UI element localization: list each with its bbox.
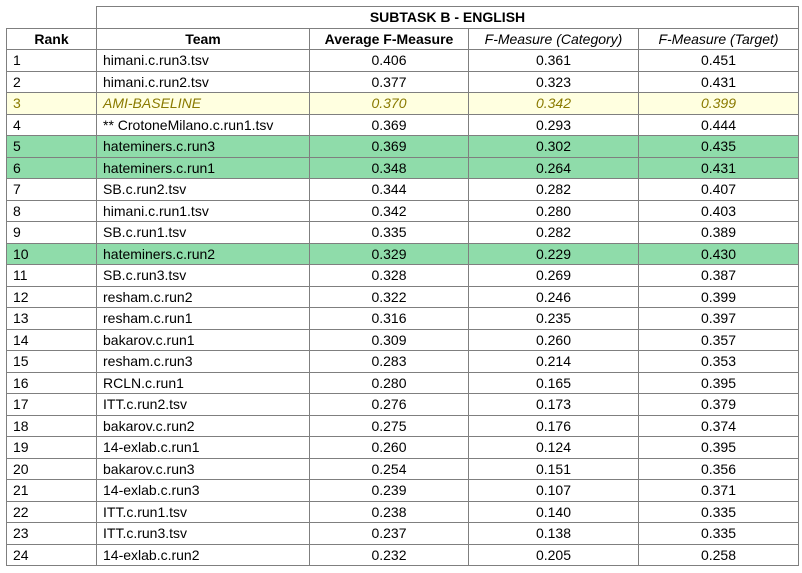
average-f-measure-cell: 0.348 xyxy=(310,157,469,179)
table-row xyxy=(7,243,799,265)
f-measure-target-cell: 0.407 xyxy=(639,179,799,201)
table-row xyxy=(7,372,799,394)
f-measure-category-cell: 0.173 xyxy=(469,394,639,416)
rank-cell: 3 xyxy=(7,93,97,115)
header-rank: Rank xyxy=(7,28,97,50)
f-measure-target-cell: 0.335 xyxy=(639,523,799,545)
average-f-measure-cell: 0.406 xyxy=(310,50,469,72)
table-row xyxy=(7,50,799,72)
f-measure-category-cell: 0.361 xyxy=(469,50,639,72)
title-row xyxy=(7,7,799,29)
table-title: SUBTASK B - ENGLISH xyxy=(97,7,799,29)
average-f-measure-cell: 0.260 xyxy=(310,437,469,459)
team-cell: RCLN.c.run1 xyxy=(97,372,310,394)
f-measure-target-cell: 0.387 xyxy=(639,265,799,287)
team-cell: SB.c.run2.tsv xyxy=(97,179,310,201)
header-f-measure-target: F-Measure (Target) xyxy=(639,28,799,50)
f-measure-target-cell: 0.403 xyxy=(639,200,799,222)
rank-cell: 24 xyxy=(7,544,97,566)
f-measure-target-cell: 0.258 xyxy=(639,544,799,566)
f-measure-category-cell: 0.151 xyxy=(469,458,639,480)
f-measure-target-cell: 0.444 xyxy=(639,114,799,136)
average-f-measure-cell: 0.316 xyxy=(310,308,469,330)
table-row xyxy=(7,179,799,201)
average-f-measure-cell: 0.328 xyxy=(310,265,469,287)
f-measure-category-cell: 0.165 xyxy=(469,372,639,394)
rank-cell: 15 xyxy=(7,351,97,373)
f-measure-category-cell: 0.260 xyxy=(469,329,639,351)
team-cell: 14-exlab.c.run1 xyxy=(97,437,310,459)
f-measure-target-cell: 0.379 xyxy=(639,394,799,416)
f-measure-category-cell: 0.176 xyxy=(469,415,639,437)
team-cell: himani.c.run1.tsv xyxy=(97,200,310,222)
f-measure-category-cell: 0.282 xyxy=(469,222,639,244)
rank-cell: 12 xyxy=(7,286,97,308)
average-f-measure-cell: 0.232 xyxy=(310,544,469,566)
rank-cell: 9 xyxy=(7,222,97,244)
average-f-measure-cell: 0.280 xyxy=(310,372,469,394)
team-cell: hateminers.c.run1 xyxy=(97,157,310,179)
rank-cell: 17 xyxy=(7,394,97,416)
team-cell: hateminers.c.run3 xyxy=(97,136,310,158)
team-cell: resham.c.run1 xyxy=(97,308,310,330)
rank-cell: 14 xyxy=(7,329,97,351)
f-measure-target-cell: 0.335 xyxy=(639,501,799,523)
average-f-measure-cell: 0.309 xyxy=(310,329,469,351)
f-measure-category-cell: 0.229 xyxy=(469,243,639,265)
average-f-measure-cell: 0.283 xyxy=(310,351,469,373)
team-cell: 14-exlab.c.run2 xyxy=(97,544,310,566)
header-average-f-measure: Average F-Measure xyxy=(310,28,469,50)
average-f-measure-cell: 0.370 xyxy=(310,93,469,115)
table-row xyxy=(7,114,799,136)
team-cell: bakarov.c.run3 xyxy=(97,458,310,480)
table-row xyxy=(7,329,799,351)
table-row xyxy=(7,93,799,115)
average-f-measure-cell: 0.239 xyxy=(310,480,469,502)
team-cell: 14-exlab.c.run3 xyxy=(97,480,310,502)
team-cell: bakarov.c.run1 xyxy=(97,329,310,351)
rank-cell: 22 xyxy=(7,501,97,523)
f-measure-category-cell: 0.205 xyxy=(469,544,639,566)
table-row xyxy=(7,544,799,566)
table-row xyxy=(7,265,799,287)
average-f-measure-cell: 0.238 xyxy=(310,501,469,523)
f-measure-category-cell: 0.342 xyxy=(469,93,639,115)
average-f-measure-cell: 0.322 xyxy=(310,286,469,308)
table-body xyxy=(7,50,799,566)
f-measure-category-cell: 0.282 xyxy=(469,179,639,201)
results-table xyxy=(6,6,799,566)
f-measure-target-cell: 0.431 xyxy=(639,71,799,93)
table-row xyxy=(7,458,799,480)
average-f-measure-cell: 0.342 xyxy=(310,200,469,222)
rank-cell: 6 xyxy=(7,157,97,179)
table-row xyxy=(7,351,799,373)
average-f-measure-cell: 0.377 xyxy=(310,71,469,93)
team-cell: SB.c.run3.tsv xyxy=(97,265,310,287)
f-measure-category-cell: 0.138 xyxy=(469,523,639,545)
rank-cell: 13 xyxy=(7,308,97,330)
table-row xyxy=(7,394,799,416)
f-measure-target-cell: 0.430 xyxy=(639,243,799,265)
team-cell: AMI-BASELINE xyxy=(97,93,310,115)
rank-cell: 8 xyxy=(7,200,97,222)
f-measure-target-cell: 0.397 xyxy=(639,308,799,330)
average-f-measure-cell: 0.276 xyxy=(310,394,469,416)
rank-cell: 21 xyxy=(7,480,97,502)
f-measure-target-cell: 0.374 xyxy=(639,415,799,437)
table-row xyxy=(7,437,799,459)
team-cell: bakarov.c.run2 xyxy=(97,415,310,437)
team-cell: ITT.c.run2.tsv xyxy=(97,394,310,416)
average-f-measure-cell: 0.369 xyxy=(310,136,469,158)
table-row xyxy=(7,523,799,545)
f-measure-target-cell: 0.395 xyxy=(639,372,799,394)
average-f-measure-cell: 0.329 xyxy=(310,243,469,265)
table-row xyxy=(7,200,799,222)
f-measure-category-cell: 0.302 xyxy=(469,136,639,158)
f-measure-target-cell: 0.371 xyxy=(639,480,799,502)
f-measure-target-cell: 0.435 xyxy=(639,136,799,158)
team-cell: resham.c.run2 xyxy=(97,286,310,308)
rank-cell: 20 xyxy=(7,458,97,480)
f-measure-target-cell: 0.389 xyxy=(639,222,799,244)
rank-cell: 19 xyxy=(7,437,97,459)
f-measure-category-cell: 0.293 xyxy=(469,114,639,136)
f-measure-category-cell: 0.323 xyxy=(469,71,639,93)
average-f-measure-cell: 0.275 xyxy=(310,415,469,437)
f-measure-target-cell: 0.431 xyxy=(639,157,799,179)
rank-cell: 18 xyxy=(7,415,97,437)
blank-corner xyxy=(7,7,97,29)
table-row xyxy=(7,501,799,523)
rank-cell: 10 xyxy=(7,243,97,265)
team-cell: ** CrotoneMilano.c.run1.tsv xyxy=(97,114,310,136)
average-f-measure-cell: 0.254 xyxy=(310,458,469,480)
f-measure-category-cell: 0.235 xyxy=(469,308,639,330)
rank-cell: 11 xyxy=(7,265,97,287)
table-row xyxy=(7,136,799,158)
rank-cell: 1 xyxy=(7,50,97,72)
rank-cell: 23 xyxy=(7,523,97,545)
team-cell: hateminers.c.run2 xyxy=(97,243,310,265)
rank-cell: 7 xyxy=(7,179,97,201)
average-f-measure-cell: 0.237 xyxy=(310,523,469,545)
team-cell: ITT.c.run3.tsv xyxy=(97,523,310,545)
f-measure-target-cell: 0.395 xyxy=(639,437,799,459)
f-measure-category-cell: 0.264 xyxy=(469,157,639,179)
header-row xyxy=(7,28,799,50)
table-row xyxy=(7,415,799,437)
f-measure-category-cell: 0.140 xyxy=(469,501,639,523)
f-measure-category-cell: 0.214 xyxy=(469,351,639,373)
team-cell: resham.c.run3 xyxy=(97,351,310,373)
team-cell: himani.c.run3.tsv xyxy=(97,50,310,72)
f-measure-target-cell: 0.399 xyxy=(639,286,799,308)
average-f-measure-cell: 0.335 xyxy=(310,222,469,244)
f-measure-target-cell: 0.399 xyxy=(639,93,799,115)
table-row xyxy=(7,222,799,244)
rank-cell: 2 xyxy=(7,71,97,93)
team-cell: himani.c.run2.tsv xyxy=(97,71,310,93)
f-measure-target-cell: 0.357 xyxy=(639,329,799,351)
f-measure-target-cell: 0.451 xyxy=(639,50,799,72)
table-row xyxy=(7,71,799,93)
header-f-measure-category: F-Measure (Category) xyxy=(469,28,639,50)
table-row xyxy=(7,157,799,179)
f-measure-category-cell: 0.107 xyxy=(469,480,639,502)
f-measure-target-cell: 0.356 xyxy=(639,458,799,480)
table-row xyxy=(7,480,799,502)
average-f-measure-cell: 0.369 xyxy=(310,114,469,136)
rank-cell: 4 xyxy=(7,114,97,136)
table-row xyxy=(7,286,799,308)
header-team: Team xyxy=(97,28,310,50)
average-f-measure-cell: 0.344 xyxy=(310,179,469,201)
f-measure-target-cell: 0.353 xyxy=(639,351,799,373)
table-row xyxy=(7,308,799,330)
team-cell: SB.c.run1.tsv xyxy=(97,222,310,244)
rank-cell: 16 xyxy=(7,372,97,394)
f-measure-category-cell: 0.246 xyxy=(469,286,639,308)
f-measure-category-cell: 0.269 xyxy=(469,265,639,287)
rank-cell: 5 xyxy=(7,136,97,158)
f-measure-category-cell: 0.280 xyxy=(469,200,639,222)
team-cell: ITT.c.run1.tsv xyxy=(97,501,310,523)
f-measure-category-cell: 0.124 xyxy=(469,437,639,459)
